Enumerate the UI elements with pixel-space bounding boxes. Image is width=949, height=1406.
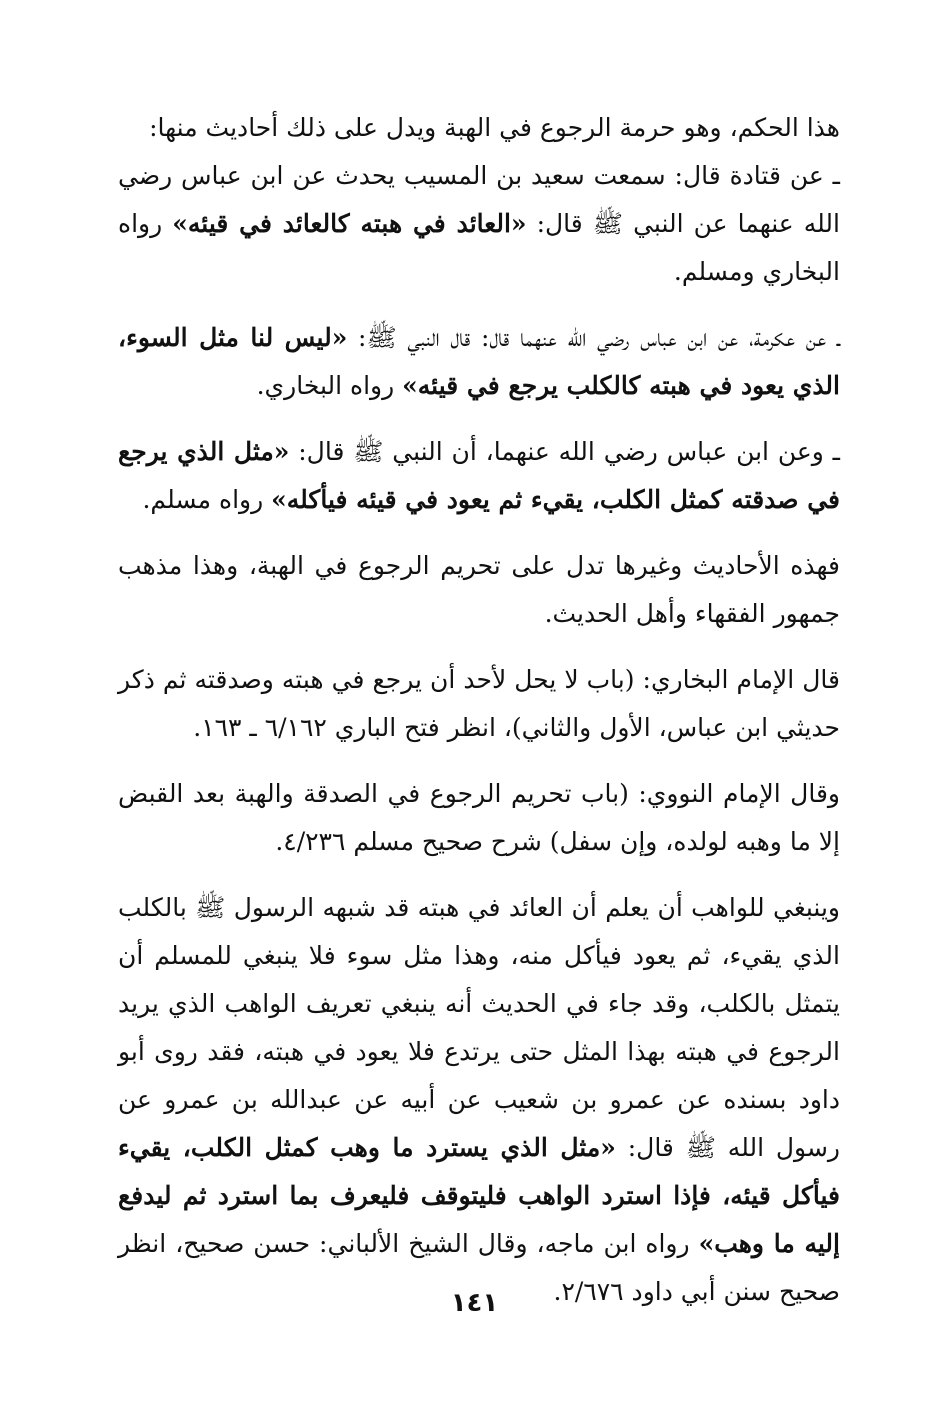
- hadith-quote: «ليس لنا مثل السوء، الذي يعود في هبته كالكلب يرجع في قيئه»: [118, 323, 840, 400]
- intro-text: هذا الحكم، وهو حرمة الرجوع في الهبة ويدل على ذلك أحاديث منها:: [149, 113, 840, 142]
- paragraph-nawawi-chapter: [118, 770, 840, 866]
- hadith-source: رواه ابن ماجه، وقال الشيخ الألباني: حسن صحيح، انظر صحيح سنن أبي داود ٢/٦٧٦.: [118, 1229, 840, 1306]
- hadith-intro-text: ـ عن قتادة قال: سمعت سعيد بن المسيب يحدث عن ابن عباس رضي الله عنهما عن النبي ﷺ قال:: [118, 161, 840, 238]
- hadith-source: رواه مسلم.: [142, 485, 272, 514]
- paragraph-hadith-ikrima: [118, 314, 840, 410]
- hadith-intro-text: ـ عن عكرمة، عن ابن عباس رضي الله عنهما قال: قال النبي ﷺ:: [347, 323, 840, 352]
- paragraph-hadith-qatada: [118, 104, 840, 296]
- paragraph-hadith-ibn-abbas: [118, 428, 840, 524]
- hadith-quote: «مثل الذي يرجع في صدقته كمثل الكلب، يقيء ثم يعود في قيئه فيأكله»: [118, 437, 840, 514]
- hadith-source: رواه البخاري ومسلم.: [118, 209, 840, 286]
- conclusion-text: فهذه الأحاديث وغيرها تدل على تحريم الرجوع في الهبة، وهذا مذهب جمهور الفقهاء وأهل الحديث.: [118, 551, 840, 628]
- advice-text: وينبغي للواهب أن يعلم أن العائد في هبته قد شبهه الرسول ﷺ بالكلب الذي يقيء، ثم يعود فيأكل منه، وهذا مثل سوء فلا ينبغي للمسلم أن يتمثل بالكلب، وقد جاء في الحديث أنه ينبغي تعريف الواهب الذي يريد الرجوع في هبته بهذا المثل حتى يرتدع فلا يعود في هبته، فقد روى أبو داود بسنده عن عمرو بن شعيب عن أبيه عن عبدالله بن عمرو عن رسول الله ﷺ قال:: [118, 893, 840, 1162]
- nawawi-text: وقال الإمام النووي: (باب تحريم الرجوع في الصدقة والهبة بعد القبض إلا ما وهبه لولده، وإن سفل) شرح صحيح مسلم ٤/٢٣٦.: [118, 779, 840, 856]
- paragraph-bukhari-chapter: [118, 656, 840, 752]
- paragraph-giver-advice: [118, 884, 840, 1316]
- hadith-intro-text: ـ وعن ابن عباس رضي الله عنهما، أن النبي ﷺ قال:: [289, 437, 840, 466]
- page-body: [118, 104, 840, 1332]
- hadith-quote: «العائد في هبته كالعائد في قيئه»: [172, 209, 527, 238]
- hadith-source: رواه البخاري.: [256, 371, 403, 400]
- paragraph-conclusion: [118, 542, 840, 638]
- page-number: ١٤١: [450, 1288, 499, 1318]
- hadith-quote: «مثل الذي يسترد ما وهب كمثل الكلب، يقيء فيأكل قيئه، فإذا استرد الواهب فليتوقف فليعرف بما استرد ثم ليدفع إليه ما وهب»: [118, 1133, 840, 1258]
- bukhari-text: قال الإمام البخاري: (باب لا يحل لأحد أن يرجع في هبته وصدقته ثم ذكر حديثي ابن عباس، الأول والثاني)، انظر فتح الباري ٦/١٦٢ ـ ١٦٣.: [118, 665, 840, 742]
